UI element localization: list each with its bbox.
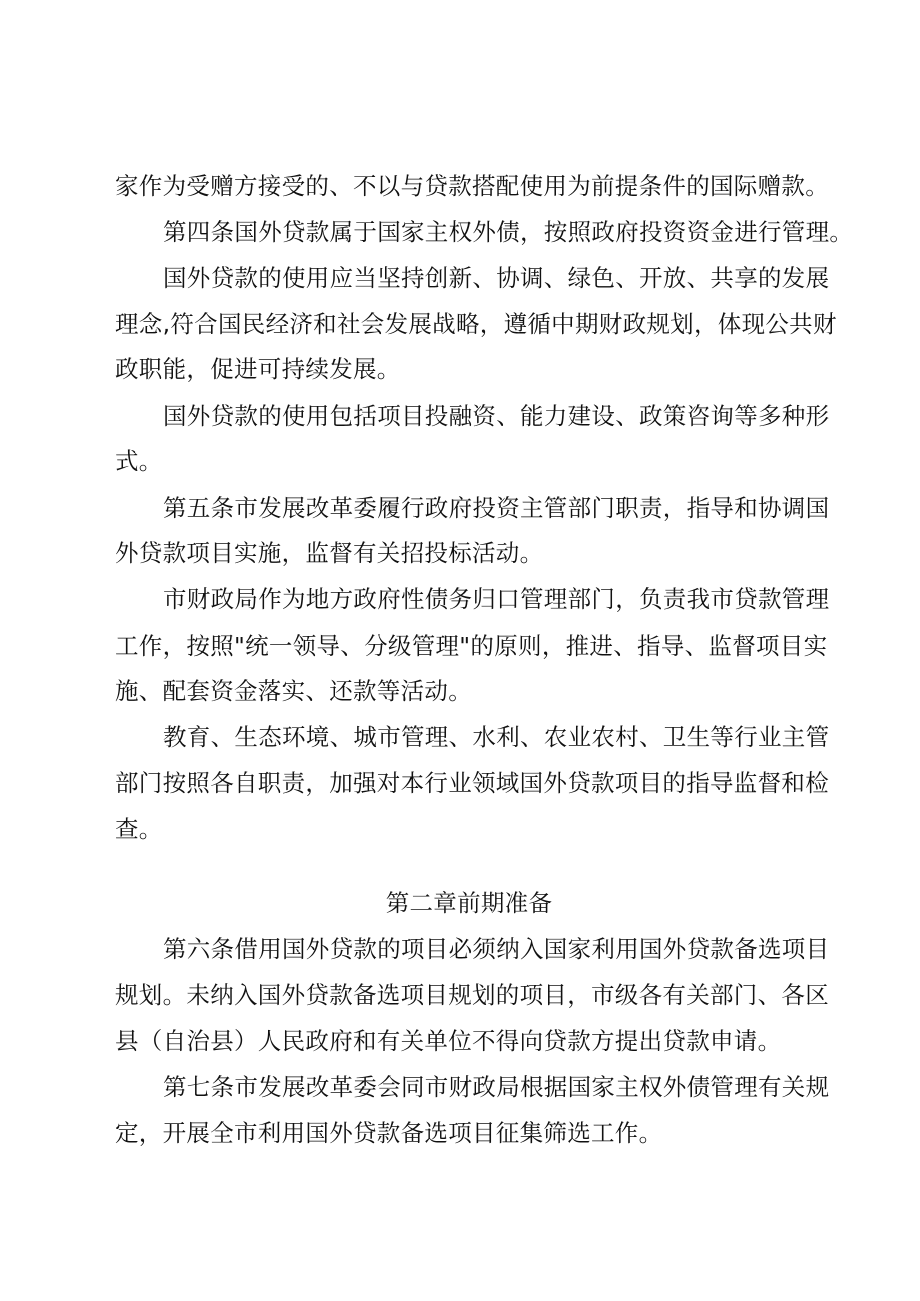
text-line: 第六条借用国外贷款的项目必须纳入国家利用国外贷款备选项目 <box>163 935 830 963</box>
text-line: 规划。未纳入国外贷款备选项目规划的项目，市级各有关部门、各区 <box>115 981 829 1009</box>
text-line: 第七条市发展改革委会同市财政局根据国家主权外债管理有关规 <box>163 1073 830 1101</box>
text-line: 教育、生态环境、城市管理、水利、农业农村、卫生等行业主管 <box>163 723 830 751</box>
text-line: 外贷款项目实施，监督有关招投标活动。 <box>115 539 544 567</box>
text-line: 第五条市发展改革委履行政府投资主管部门职责，指导和协调国 <box>163 494 830 522</box>
text-line: 理念,符合国民经济和社会发展战略，遵循中期财政规划，体现公共财 <box>115 310 837 338</box>
text-line: 国外贷款的使用应当坚持创新、协调、绿色、开放、共享的发展 <box>163 264 830 292</box>
text-line: 查。 <box>115 815 163 843</box>
text-line: 市财政局作为地方政府性债务归口管理部门，负责我市贷款管理 <box>163 585 830 613</box>
text-line: 工作，按照"统一领导、分级管理"的原则，推进、指导、监督项目实 <box>115 632 828 660</box>
text-line: 第四条国外贷款属于国家主权外债，按照政府投资资金进行管理。 <box>163 218 854 246</box>
text-line: 政职能，促进可持续发展。 <box>115 355 401 383</box>
text-line: 式。 <box>115 447 163 475</box>
chapter-heading: 第二章前期准备 <box>385 889 553 917</box>
text-line: 施、配套资金落实、还款等活动。 <box>115 677 472 705</box>
text-line: 国外贷款的使用包括项目投融资、能力建设、政策咨询等多种形 <box>163 402 830 430</box>
text-line: 部门按照各自职责，加强对本行业领域国外贷款项目的指导监督和检 <box>115 769 829 797</box>
text-line: 定，开展全市利用国外贷款备选项目征集筛选工作。 <box>115 1119 663 1147</box>
text-line: 家作为受赠方接受的、不以与贷款搭配使用为前提条件的国际赠款。 <box>115 172 829 200</box>
text-line: 县（自治县）人民政府和有关单位不得向贷款方提出贷款申请。 <box>115 1027 782 1055</box>
